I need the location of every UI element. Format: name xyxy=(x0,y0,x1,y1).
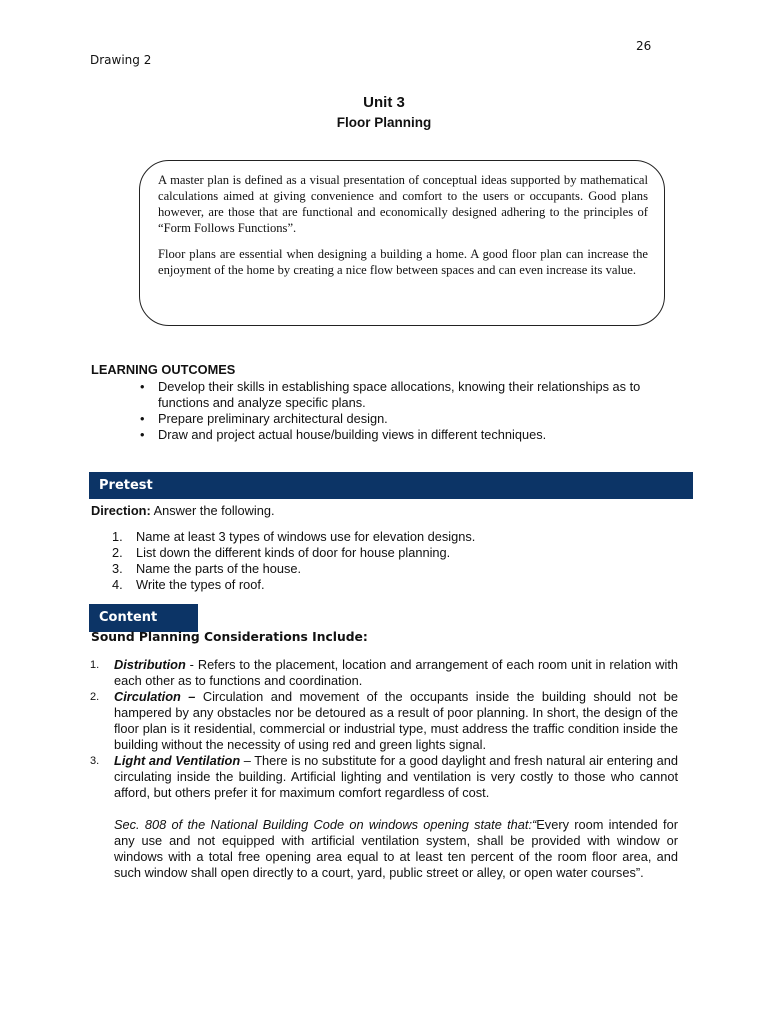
item-text xyxy=(114,753,678,801)
building-code-quote xyxy=(114,817,678,881)
direction-text: Answer the following. xyxy=(150,503,275,518)
pretest-list xyxy=(112,529,475,593)
item-number: 1. xyxy=(112,529,123,544)
intro-paragraph-2: Floor plans are essential when designing a building a home. A good floor plan can increase the enjoyment of the home by creating a nice flow between spaces and can even increase its value. xyxy=(158,247,648,277)
unit-subtitle: Floor Planning xyxy=(336,115,432,130)
item-number: 3. xyxy=(90,755,100,767)
item-text: Name the parts of the house. xyxy=(136,561,302,576)
list-item: • Draw and project actual house/building views in different techniques. xyxy=(140,427,685,443)
learning-outcomes-heading: LEARNING OUTCOMES xyxy=(91,362,236,377)
list-item xyxy=(90,689,678,753)
quote-reference: Sec. 808 of the National Building Code on windows opening state that:“ xyxy=(114,817,537,832)
item-text xyxy=(114,689,678,753)
list-item: • Prepare preliminary architectural design. xyxy=(140,411,685,427)
item-description: Circulation and movement of the occupants inside the building should not be hampered by any obstacles nor be detoured as a result of poor planning. In short, the design of the floor plan is it residential, commercial or industrial type, must address the traffic condition inside the building without the necessity of using red and green lights signal. xyxy=(114,689,678,752)
learning-outcomes-list xyxy=(140,379,685,443)
list-item xyxy=(90,753,678,801)
list-item xyxy=(112,545,475,561)
considerations-heading: Sound Planning Considerations Include: xyxy=(91,630,368,644)
list-item: • Develop their skills in establishing space allocations, knowing their relationships as to functions and analyze specific plans. xyxy=(140,379,685,411)
item-text: Name at least 3 types of windows use for elevation designs. xyxy=(136,529,476,544)
item-description: – There is no substitute for a good daylight and fresh natural air entering and circulating inside the building. Artificial lighting and ventilation is very costly to those who cannot afford, but others prefer it for maximum comfort regardless of cost. xyxy=(114,753,678,800)
item-term: Light and Ventilation xyxy=(114,753,241,768)
item-number: 1. xyxy=(90,659,100,671)
list-item xyxy=(112,577,475,593)
unit-title: Unit 3 xyxy=(363,94,405,111)
direction-label: Direction: xyxy=(91,503,151,518)
item-number: 2. xyxy=(112,545,123,560)
item-description: - Refers to the placement, location and arrangement of each room unit in relation with each other as to functions and coordination. xyxy=(114,657,678,688)
item-number: 3. xyxy=(112,561,123,576)
list-item xyxy=(112,561,475,577)
content-banner: Content xyxy=(89,604,198,632)
intro-box xyxy=(139,160,665,326)
quote-text: Every room intended for any use and not equipped with artificial ventilation system, shall be provided with window or windows with a total free opening area equal to at least ten percent of the room floor area, and such window shall open directly to a court, yard, public street or alley, or open water courses”. xyxy=(114,817,678,880)
item-text xyxy=(114,657,678,689)
item-number: 4. xyxy=(112,577,123,592)
list-item xyxy=(112,529,475,545)
intro-paragraph-1: A master plan is defined as a visual presentation of conceptual ideas supported by mathematical calculations aimed at giving convenience and comfort to the users or occupants. Good plans however, are those that are functional and economically designed adhering to the principles of “Form Follows Functions”. xyxy=(158,173,648,235)
direction xyxy=(91,503,275,519)
considerations-list xyxy=(90,657,678,801)
item-text: List down the different kinds of door for house planning. xyxy=(136,545,451,560)
item-text: Write the types of roof. xyxy=(136,577,265,592)
course-name: Drawing 2 xyxy=(90,53,152,67)
item-number: 2. xyxy=(90,691,100,703)
pretest-banner: Pretest xyxy=(89,472,693,499)
item-term: Circulation – xyxy=(114,689,196,704)
page-number: 26 xyxy=(636,39,652,53)
list-item xyxy=(90,657,678,689)
item-term: Distribution xyxy=(114,657,186,672)
